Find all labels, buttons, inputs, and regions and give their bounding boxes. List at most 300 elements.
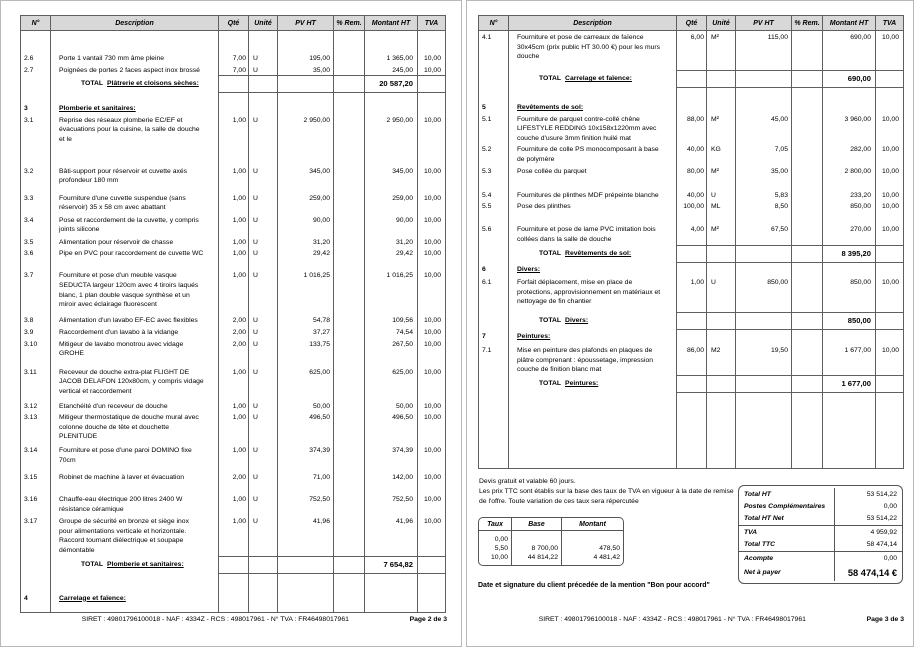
summary-label: Total HT <box>739 488 835 500</box>
table-row <box>21 64 445 76</box>
item-discount <box>792 223 823 245</box>
summary-value: 4 959,92 <box>870 528 897 536</box>
table-row <box>479 344 903 375</box>
item-amount: 270,00 <box>823 223 876 245</box>
summary-value: 0,00 <box>883 503 897 511</box>
total-row <box>21 75 445 93</box>
total-row <box>479 375 903 393</box>
item-quantity: 1,00 <box>219 400 249 412</box>
item-description: Robinet de machine à laver et évacuation <box>51 471 219 493</box>
summary-row <box>739 552 902 564</box>
item-vat-rate: 10,00 <box>881 167 899 175</box>
item-unit-price: 1 016,25 <box>278 269 334 314</box>
item-amount: 50,00 <box>365 400 418 412</box>
item-description: Pose des plinthes <box>509 200 677 223</box>
item-unit: M² <box>707 223 736 245</box>
item-discount <box>334 411 365 444</box>
item-quantity: 80,00 <box>677 165 707 189</box>
total-word: TOTAL <box>81 80 104 88</box>
col-header-discount: % Rem. <box>334 16 365 31</box>
item-unit-price: 35,00 <box>736 165 792 189</box>
item-description: Reprise des réseaux plomberie EC/EF et évacuations pour la cuisine, la salle de douche et le <box>51 114 219 165</box>
item-unit-price: 374,39 <box>278 444 334 471</box>
item-unit-price: 35,00 <box>278 64 334 76</box>
item-number: 3.14 <box>21 444 51 471</box>
item-vat-rate: 10,00 <box>881 115 899 123</box>
col-header-amount: Montant HT <box>823 16 876 31</box>
col-header-description: Description <box>509 16 677 31</box>
item-number: 3.13 <box>21 411 51 444</box>
item-vat-rate: 10,00 <box>423 518 441 526</box>
item-description: Fourniture d'une cuvette suspendue (sans réservoir) 35 x 58 cm avec abattant <box>51 192 219 214</box>
item-quantity: 4,00 <box>677 223 707 245</box>
col-header-vat: TVA <box>876 16 903 31</box>
item-description: Alimentation d'un lavabo EF-EC avec flexibles <box>51 314 219 326</box>
item-unit-price: 71,00 <box>278 471 334 493</box>
item-unit: U <box>249 515 278 555</box>
item-vat-rate: 10,00 <box>423 55 441 62</box>
item-number: 5.3 <box>479 165 509 189</box>
item-description: Fourniture de parquet contre-collé chêne LIFESTYLE REDDING 10x158x1220mm avec couche d'usure 3mm finition huilé mat <box>509 113 677 144</box>
item-number: 3.17 <box>21 515 51 555</box>
col-header-amount: Montant HT <box>365 16 418 31</box>
item-amount: 374,39 <box>365 444 418 471</box>
item-quantity: 2,00 <box>219 471 249 493</box>
item-vat-rate: 10,00 <box>423 167 441 175</box>
terms-line-2: Les prix TTC sont établis sur la base des taux de TVA en vigueur à la date de remise de l'offre. Toute variation de ces taux sera répercutée <box>479 488 734 505</box>
item-unit: ML <box>707 200 736 223</box>
item-number: 6.1 <box>479 276 509 312</box>
item-discount <box>334 214 365 236</box>
item-description: Poignées de portes 2 faces aspect inox brossé <box>51 64 219 76</box>
summary-value: 53 514,22 <box>866 515 897 523</box>
item-unit-price: 5,83 <box>736 189 792 201</box>
spacer-row <box>21 31 445 52</box>
summary-value: 58 474,14 <box>866 541 897 549</box>
totals-summary <box>738 485 903 584</box>
terms-note <box>479 477 737 507</box>
item-discount <box>334 338 365 366</box>
table-row <box>479 276 903 312</box>
item-unit-price: 259,00 <box>278 192 334 214</box>
table-row <box>479 223 903 245</box>
item-vat-rate: 10,00 <box>881 347 899 355</box>
legal-ids-line: SIRET : 49801796100018 - NAF : 4334Z - RCS : 498017961 - N° TVA : FR46498017961 <box>81 616 349 623</box>
item-unit: U <box>249 114 278 165</box>
total-amount: 690,00 <box>823 70 876 88</box>
total-section-name: Revêtements de sol: <box>565 250 632 258</box>
item-number: 5.4 <box>479 189 509 201</box>
section-title: Peintures: <box>517 333 551 341</box>
table-row <box>21 314 445 326</box>
summary-label: Postes Complémentaires <box>739 500 835 512</box>
section-number: 5 <box>479 101 509 113</box>
page-number: Page 2 de 3 <box>409 616 447 623</box>
item-quantity: 1,00 <box>219 247 249 269</box>
item-quantity: 88,00 <box>677 113 707 144</box>
item-number: 5.6 <box>479 223 509 245</box>
item-amount: 41,96 <box>365 515 418 555</box>
vat-amount: 478,50 <box>599 545 620 552</box>
item-number: 3.4 <box>21 214 51 236</box>
total-row <box>479 312 903 330</box>
total-word: TOTAL <box>81 560 104 568</box>
item-vat-rate: 10,00 <box>881 203 899 211</box>
item-quantity: 1,00 <box>219 114 249 165</box>
item-amount: 90,00 <box>365 214 418 236</box>
item-quantity: 2,00 <box>219 326 249 338</box>
total-label-cell <box>51 75 219 93</box>
section-title-cell <box>51 592 219 604</box>
table-row <box>21 493 445 515</box>
filler-row <box>21 603 445 612</box>
item-unit: U <box>249 269 278 314</box>
section-title-cell <box>509 263 677 276</box>
item-vat-rate: 10,00 <box>423 402 441 410</box>
item-quantity: 7,00 <box>219 64 249 76</box>
item-amount: 31,20 <box>365 236 418 248</box>
item-discount <box>792 200 823 223</box>
item-unit-price: 29,42 <box>278 247 334 269</box>
vat-amount <box>562 531 623 544</box>
item-vat-rate: 10,00 <box>423 194 441 202</box>
summary-value: 53 514,22 <box>866 490 897 498</box>
vat-rate: 10,00 <box>479 553 512 565</box>
legal-ids-line: SIRET : 49801796100018 - NAF : 4334Z - RCS : 498017961 - N° TVA : FR46498017961 <box>538 616 806 623</box>
item-unit-price: 115,00 <box>736 31 792 70</box>
item-quantity: 100,00 <box>677 200 707 223</box>
terms-line-1: Devis gratuit et valable 60 jours. <box>479 478 576 485</box>
item-description: Fournitures de plinthes MDF prépeinte blanche <box>509 189 677 201</box>
table-row <box>21 411 445 444</box>
total-label-cell <box>509 70 677 88</box>
table-row <box>21 114 445 165</box>
item-number: 2.6 <box>21 52 51 64</box>
item-unit-price: 37,27 <box>278 326 334 338</box>
section-number: 3 <box>21 102 51 114</box>
item-amount: 2 950,00 <box>365 114 418 165</box>
item-unit: U <box>249 493 278 515</box>
table-row <box>21 444 445 471</box>
table-row <box>21 52 445 64</box>
total-label-cell <box>509 312 677 330</box>
item-unit: U <box>249 314 278 326</box>
item-unit: U <box>249 444 278 471</box>
item-unit-price: 7,05 <box>736 143 792 164</box>
item-discount <box>792 189 823 201</box>
item-vat-rate: 10,00 <box>423 328 441 336</box>
item-number: 3.11 <box>21 366 51 400</box>
item-description: Etanchéité d'un receveur de douche <box>51 400 219 412</box>
item-amount: 1 365,00 <box>365 52 418 64</box>
summary-label: TVA <box>739 526 835 538</box>
item-unit: U <box>707 189 736 201</box>
item-unit-price: 345,00 <box>278 165 334 192</box>
item-vat-rate: 10,00 <box>423 216 441 224</box>
item-description: Bâti-support pour réservoir et cuvette axés profondeur 180 mm <box>51 165 219 192</box>
item-unit-price: 195,00 <box>278 52 334 64</box>
item-discount <box>334 400 365 412</box>
table-row <box>479 113 903 144</box>
item-amount: 690,00 <box>823 31 876 70</box>
total-section-name: Plomberie et sanitaires: <box>107 560 184 568</box>
item-unit: U <box>249 52 278 64</box>
item-number: 5.5 <box>479 200 509 223</box>
item-amount: 74,54 <box>365 326 418 338</box>
table-row <box>21 366 445 400</box>
item-unit: U <box>249 214 278 236</box>
col-header-unit-price: PV HT <box>736 16 792 31</box>
vat-rate: 0,00 <box>479 531 512 544</box>
item-discount <box>334 444 365 471</box>
item-vat-rate: 10,00 <box>423 317 441 325</box>
item-unit: U <box>249 471 278 493</box>
item-amount: 233,20 <box>823 189 876 201</box>
summary-label: Net à payer <box>739 564 835 581</box>
item-discount <box>334 192 365 214</box>
vat-col-base: Base <box>512 518 562 531</box>
filler-row <box>479 393 903 468</box>
item-number: 3.7 <box>21 269 51 314</box>
total-amount: 20 587,20 <box>365 75 418 93</box>
item-amount: 752,50 <box>365 493 418 515</box>
item-amount: 282,00 <box>823 143 876 164</box>
item-description: Groupe de sécurité en bronze et siège inox pour alimentations verticale et horizontale. Raccord tournant diélectrique et soupape démontable <box>51 515 219 555</box>
vat-amount: 4 481,42 <box>593 554 620 561</box>
col-header-unit: Unité <box>707 16 736 31</box>
item-discount <box>334 236 365 248</box>
item-quantity: 2,00 <box>219 338 249 366</box>
item-unit-price: 8,50 <box>736 200 792 223</box>
item-number: 3.5 <box>21 236 51 248</box>
item-number: 3.12 <box>21 400 51 412</box>
item-unit-price: 133,75 <box>278 338 334 366</box>
item-number: 3.1 <box>21 114 51 165</box>
item-quantity: 1,00 <box>219 493 249 515</box>
item-amount: 245,00 <box>365 64 418 76</box>
table-row <box>21 247 445 269</box>
section-title: Plomberie et sanitaires: <box>59 105 136 113</box>
summary-row-net <box>739 564 902 581</box>
table-header-row <box>479 16 903 31</box>
vat-base: 8 700,00 <box>512 544 562 553</box>
total-word: TOTAL <box>539 250 562 258</box>
item-unit-price: 850,00 <box>736 276 792 312</box>
item-unit-price: 67,50 <box>736 223 792 245</box>
item-discount <box>334 515 365 555</box>
col-header-description: Description <box>51 16 219 31</box>
item-quantity: 40,00 <box>677 143 707 164</box>
table-row <box>479 31 903 70</box>
item-unit-price: 496,50 <box>278 411 334 444</box>
section-number: 4 <box>21 592 51 604</box>
item-discount <box>334 64 365 76</box>
item-vat-rate: 10,00 <box>423 272 441 280</box>
item-description: Pose collée du parquet <box>509 165 677 189</box>
item-quantity: 1,00 <box>219 236 249 248</box>
col-header-unit: Unité <box>249 16 278 31</box>
item-unit: U <box>249 236 278 248</box>
item-unit: U <box>249 326 278 338</box>
item-description: Receveur de douche extra-plat FLIGHT DE JACOB DELAFON 120x80cm, y compris vidage vertical et raccordement <box>51 366 219 400</box>
section-title-cell <box>509 101 677 113</box>
summary-row <box>739 513 902 526</box>
item-quantity: 1,00 <box>219 192 249 214</box>
item-unit: U <box>249 411 278 444</box>
item-unit: U <box>249 366 278 400</box>
total-amount: 1 677,00 <box>823 375 876 393</box>
item-discount <box>792 143 823 164</box>
vat-rate: 5,50 <box>479 544 512 553</box>
item-amount: 850,00 <box>823 276 876 312</box>
item-quantity: 7,00 <box>219 52 249 64</box>
section-row <box>479 330 903 344</box>
spacer-row <box>479 88 903 101</box>
item-unit-price: 752,50 <box>278 493 334 515</box>
item-unit: U <box>249 165 278 192</box>
item-amount: 267,50 <box>365 338 418 366</box>
item-description: Alimentation pour réservoir de chasse <box>51 236 219 248</box>
section-title-cell <box>509 330 677 344</box>
item-number: 4.1 <box>479 31 509 70</box>
item-discount <box>334 366 365 400</box>
table-row <box>479 143 903 164</box>
total-row <box>479 70 903 88</box>
page-number: Page 3 de 3 <box>866 616 904 623</box>
col-header-number: N° <box>21 16 51 31</box>
spacer-row <box>21 574 445 592</box>
item-unit-price: 2 950,00 <box>278 114 334 165</box>
summary-row <box>739 526 902 538</box>
line-items-table-page3 <box>478 15 904 469</box>
item-amount: 29,42 <box>365 247 418 269</box>
table-row <box>21 269 445 314</box>
item-vat-rate: 10,00 <box>423 496 441 504</box>
total-label-cell <box>509 245 677 263</box>
item-vat-rate: 10,00 <box>423 66 441 74</box>
item-quantity: 2,00 <box>219 314 249 326</box>
item-vat-rate: 10,00 <box>881 279 899 287</box>
item-unit-price: 625,00 <box>278 366 334 400</box>
item-vat-rate: 10,00 <box>423 414 441 422</box>
table-row <box>479 200 903 223</box>
item-number: 3.9 <box>21 326 51 338</box>
col-header-qty: Qté <box>677 16 707 31</box>
item-unit-price: 50,00 <box>278 400 334 412</box>
total-amount: 850,00 <box>823 312 876 330</box>
item-amount: 109,56 <box>365 314 418 326</box>
item-vat-rate: 10,00 <box>423 116 441 124</box>
item-discount <box>334 247 365 269</box>
summary-row <box>739 539 902 552</box>
item-quantity: 1,00 <box>219 444 249 471</box>
item-description: Fourniture et pose de lame PVC imitation bois collées dans la salle de douche <box>509 223 677 245</box>
total-row <box>21 556 445 574</box>
item-quantity: 1,00 <box>219 515 249 555</box>
total-label-cell <box>509 375 677 393</box>
item-unit-price: 45,00 <box>736 113 792 144</box>
item-number: 3.16 <box>21 493 51 515</box>
item-unit: M² <box>707 113 736 144</box>
item-description: Mitigeur de lavabo monotrou avec vidage GROHE <box>51 338 219 366</box>
item-unit-price: 90,00 <box>278 214 334 236</box>
col-header-unit-price: PV HT <box>278 16 334 31</box>
section-row <box>479 101 903 113</box>
total-word: TOTAL <box>539 75 562 83</box>
spacer-row <box>21 93 445 102</box>
table-header-row <box>21 16 445 31</box>
item-quantity: 1,00 <box>219 269 249 314</box>
item-discount <box>334 471 365 493</box>
total-section-name: Peintures: <box>565 380 599 388</box>
item-amount: 3 960,00 <box>823 113 876 144</box>
table-row <box>479 165 903 189</box>
item-vat-rate: 10,00 <box>423 368 441 376</box>
item-unit: U <box>249 192 278 214</box>
table-row <box>21 236 445 248</box>
table-row <box>21 214 445 236</box>
section-number: 6 <box>479 263 509 276</box>
item-number: 5.2 <box>479 143 509 164</box>
item-description: Mitigeur thermostatique de douche mural avec colonne douche de tête et douchette PLENITUDE <box>51 411 219 444</box>
item-number: 3.15 <box>21 471 51 493</box>
item-description: Porte 1 vantail 730 mm âme pleine <box>51 52 219 64</box>
item-amount: 496,50 <box>365 411 418 444</box>
item-vat-rate: 10,00 <box>423 474 441 482</box>
vat-col-rate: Taux <box>479 518 512 531</box>
item-unit: M2 <box>707 344 736 375</box>
item-quantity: 1,00 <box>219 366 249 400</box>
table-row <box>21 400 445 412</box>
item-quantity: 1,00 <box>677 276 707 312</box>
item-description: Mise en peinture des plafonds en plaques de plâtre comprenant : époussetage, impression couche de finition blanc mat <box>509 344 677 375</box>
item-vat-rate: 10,00 <box>423 250 441 258</box>
item-discount <box>334 493 365 515</box>
item-discount <box>334 165 365 192</box>
item-unit: U <box>707 276 736 312</box>
item-number: 5.1 <box>479 113 509 144</box>
table-row <box>21 326 445 338</box>
item-unit-price: 41,96 <box>278 515 334 555</box>
total-word: TOTAL <box>539 317 562 325</box>
item-discount <box>334 114 365 165</box>
total-word: TOTAL <box>539 380 562 388</box>
total-label-cell <box>51 556 219 574</box>
item-discount <box>792 165 823 189</box>
item-unit: KG <box>707 143 736 164</box>
section-title: Revêtements de sol: <box>517 104 584 111</box>
item-description: Chauffe-eau électrique 200 litres 2400 W résistance céramique <box>51 493 219 515</box>
item-quantity: 6,00 <box>677 31 707 70</box>
item-number: 2.7 <box>21 64 51 76</box>
section-row <box>479 263 903 276</box>
item-quantity: 1,00 <box>219 165 249 192</box>
item-amount: 2 800,00 <box>823 165 876 189</box>
table-body-page3 <box>479 31 903 468</box>
item-description: Forfait déplacement, mise en place de protections, approvisionnement en matériaux et nettoyage de fin chantier <box>509 276 677 312</box>
item-discount <box>334 269 365 314</box>
vat-col-amount: Montant <box>562 518 623 531</box>
page-footer <box>21 616 447 623</box>
item-quantity: 1,00 <box>219 214 249 236</box>
item-vat-rate: 10,00 <box>881 146 899 154</box>
item-number: 3.3 <box>21 192 51 214</box>
item-unit-price: 31,20 <box>278 236 334 248</box>
page-footer <box>478 616 904 623</box>
item-unit: U <box>249 338 278 366</box>
item-unit-price: 54,78 <box>278 314 334 326</box>
section-title: Divers: <box>517 266 541 274</box>
